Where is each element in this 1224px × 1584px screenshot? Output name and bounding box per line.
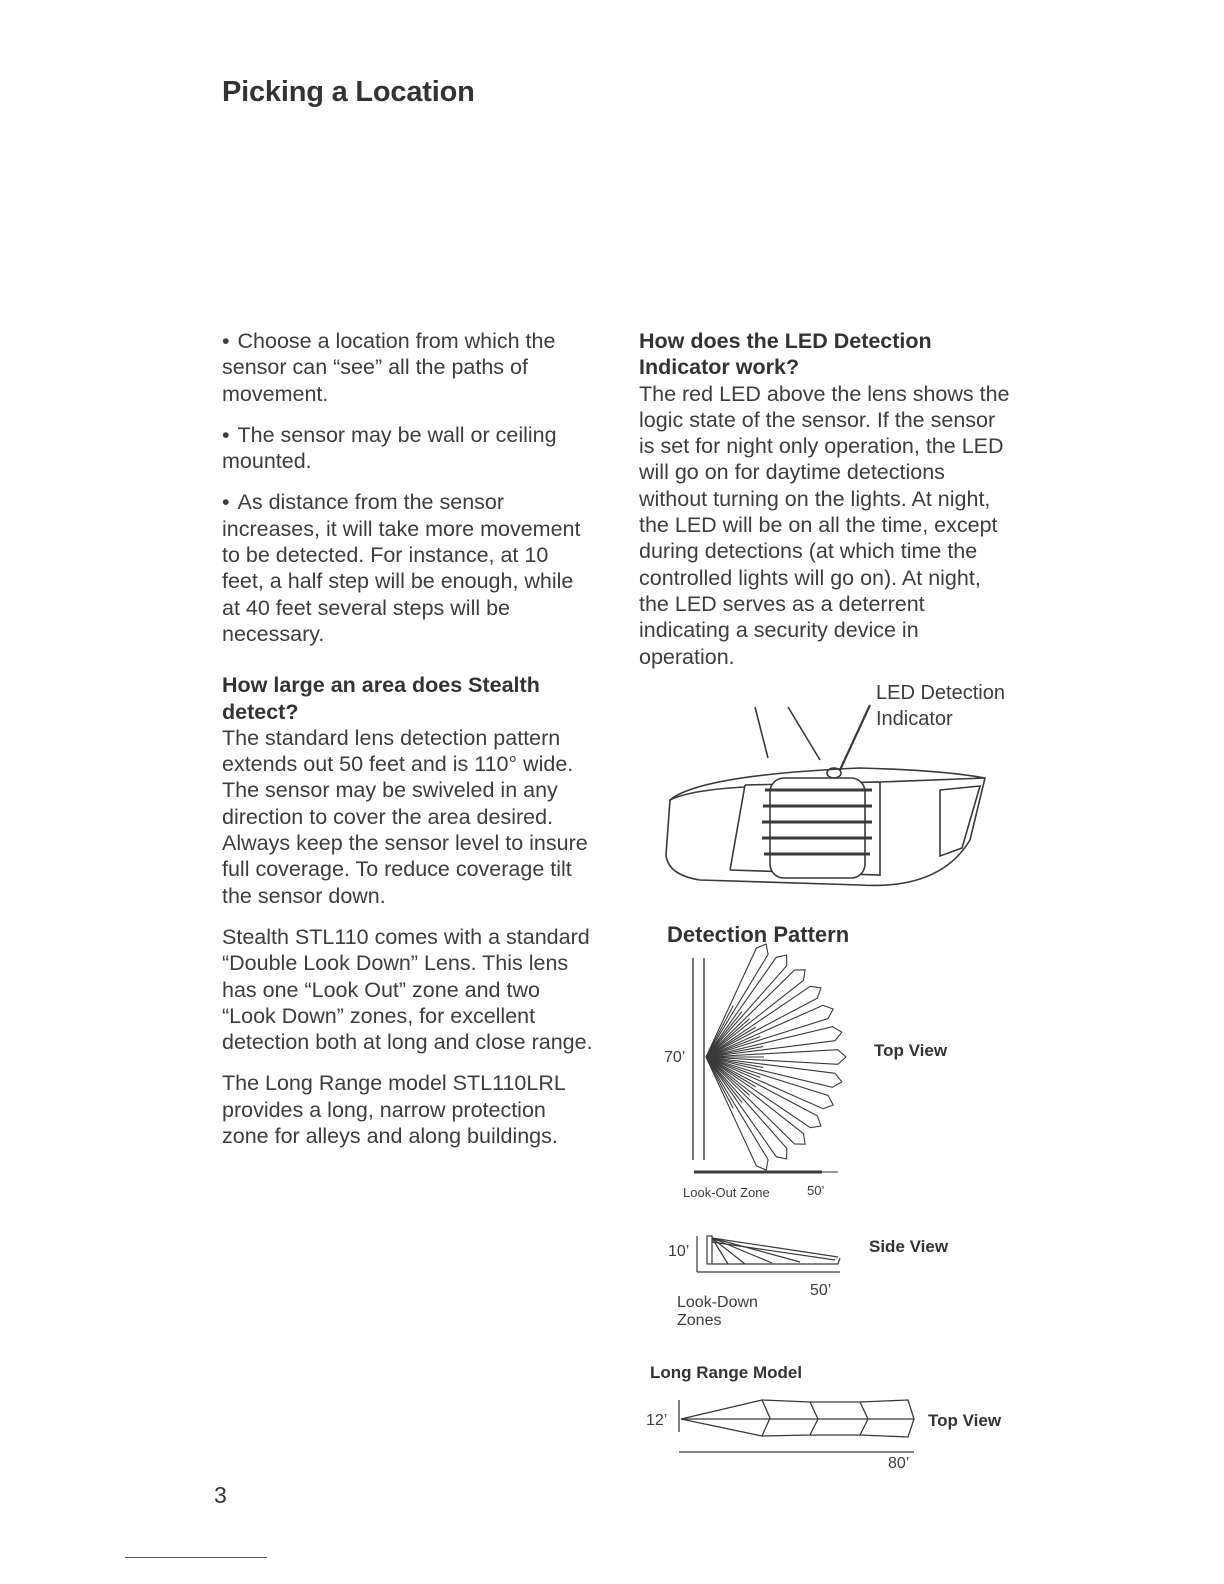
area-paragraph: Stealth STL110 comes with a standard “Double Look Down” Lens. This lens has one “Look Out” zone and two “Look Down” zones, for excellent detection both at long and close range. <box>222 924 593 1055</box>
long-range-diagram <box>679 1400 914 1452</box>
page-title: Picking a Location <box>222 76 475 108</box>
led-callout-line1: LED Detection <box>876 682 1005 704</box>
area-heading: How large an area does Stealth detect? <box>222 673 540 724</box>
top-view-width-label: 70’ <box>664 1049 686 1066</box>
long-range-width-label: 12’ <box>646 1412 668 1429</box>
led-heading: How does the LED Detection Indicator work? <box>639 329 932 380</box>
long-range-title: Long Range Model <box>650 1363 803 1382</box>
detection-pattern-title: Detection Pattern <box>667 922 850 947</box>
look-out-zone-label: Look-Out Zone <box>683 1185 770 1200</box>
long-range-range-label: 80’ <box>888 1455 910 1472</box>
page-number: 3 <box>214 1482 227 1508</box>
look-down-label-line1: Look-Down <box>677 1294 758 1311</box>
long-range-top-view-label: Top View <box>928 1411 1002 1430</box>
bullet-mark: • <box>222 490 230 515</box>
footer-rule <box>125 1557 267 1558</box>
area-paragraph: The standard lens detection pattern extends out 50 feet and is 110° wide. The sensor may be swiveled in any direction to cover the area desired. Always keep the sensor level to insure full coverage. To reduce coverage tilt the sensor down. <box>222 725 588 908</box>
sensor-illustration <box>666 705 985 885</box>
top-view-diagram <box>693 944 846 1172</box>
led-paragraph: The red LED above the lens shows the logic state of the sensor. If the sensor is set for night only operation, the LED will go on for daytime detections without turning on the lights. At night, the LED will be on all the time, except during detections (at which time the controlled lights will go on). At night, the LED serves as a deterrent indicating a security device in operation. <box>639 381 1010 669</box>
top-view-range-label: 50’ <box>807 1183 825 1198</box>
bullet-text: The sensor may be wall or ceiling mounted. <box>222 422 557 474</box>
bullet-mark: • <box>222 329 230 353</box>
bullet-text: As distance from the sensor increases, it will take more movement to be detected. For instance, at 10 feet, a half step will be enough, while at 40 feet several steps will be necessary. <box>222 490 581 646</box>
led-callout-line2: Indicator <box>876 708 953 730</box>
area-paragraph: The Long Range model STL110LRL provides a long, narrow protection zone for alleys and along buildings. <box>222 1071 566 1149</box>
side-view-diagram <box>697 1236 840 1272</box>
side-view-label: Side View <box>869 1237 949 1256</box>
look-down-label-line2: Zones <box>677 1312 722 1329</box>
side-view-height-label: 10’ <box>668 1243 690 1260</box>
bullet-mark: • <box>222 422 230 447</box>
bullet-text: Choose a location from which the sensor can “see” all the paths of movement. <box>222 329 556 406</box>
side-view-range-label: 50’ <box>810 1282 832 1299</box>
top-view-label: Top View <box>874 1041 948 1060</box>
